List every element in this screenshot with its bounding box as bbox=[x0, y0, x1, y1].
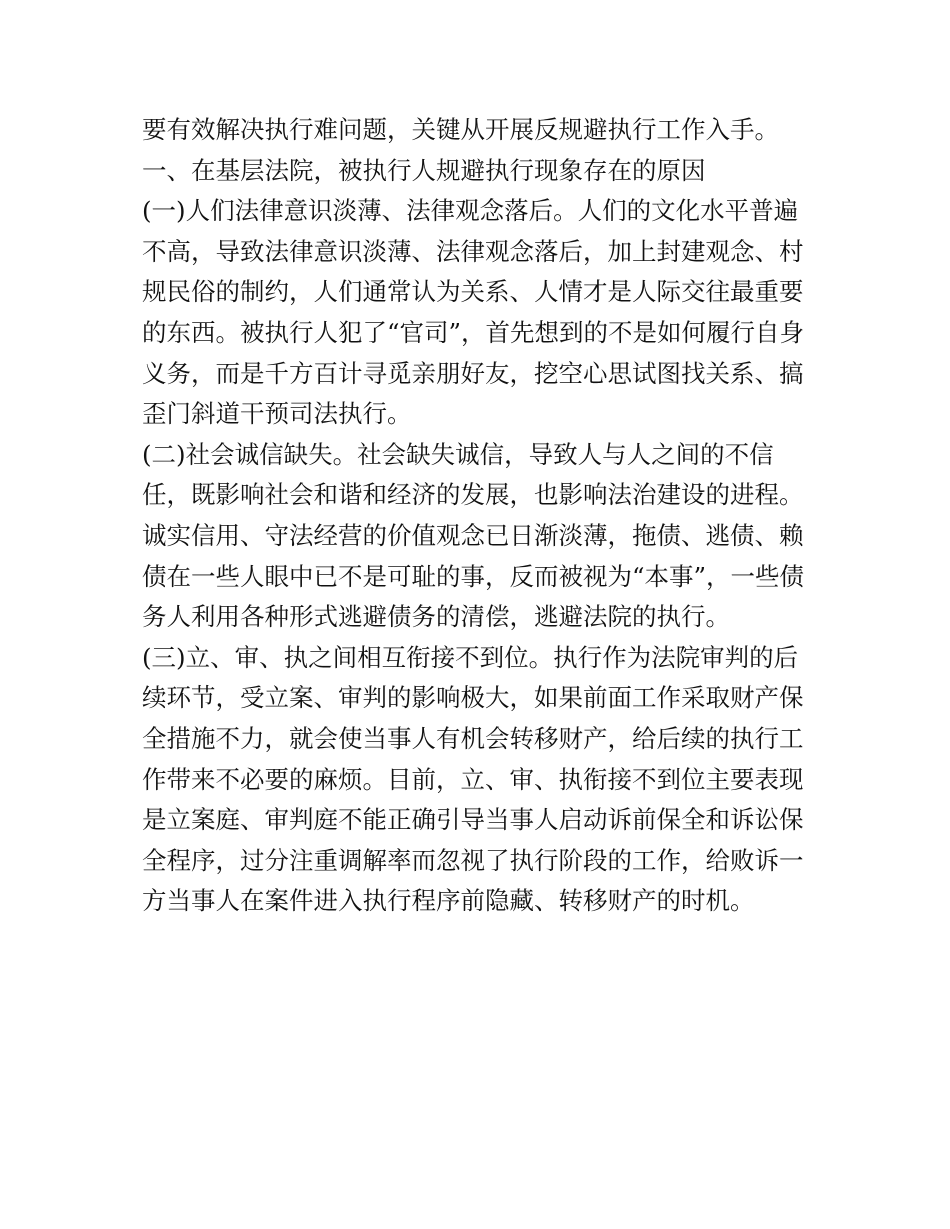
text-line: 歪门斜道干预司法执行。 bbox=[142, 399, 412, 429]
text-line: 作带来不必要的麻烦。目前，立、审、执衔接不到位主要表现 bbox=[142, 764, 804, 794]
text-line: (一)人们法律意识淡薄、法律观念落后。人们的文化水平普遍 bbox=[142, 196, 799, 226]
section-heading: 一、在基层法院，被执行人规避执行现象存在的原因 bbox=[142, 155, 706, 185]
text-line: 要有效解决执行难问题，关键从开展反规避执行工作入手。 bbox=[142, 115, 779, 144]
text-line: 债在一些人眼中已不是可耻的事，反而被视为“本事”，一些债 bbox=[142, 561, 805, 591]
text-line: 诚实信用、守法经营的价值观念已日渐淡薄，拖债、逃债、赖 bbox=[142, 520, 804, 550]
text-line: 任，既影响社会和谐和经济的发展，也影响法治建设的进程。 bbox=[142, 480, 804, 510]
text-line: 是立案庭、审判庭不能正确引导当事人启动诉前保全和诉讼保 bbox=[142, 805, 804, 835]
text-line: 续环节，受立案、审判的影响极大，如果前面工作采取财产保 bbox=[142, 683, 804, 713]
text-line: 的东西。被执行人犯了“官司”，首先想到的不是如何履行自身 bbox=[142, 317, 805, 347]
text-line: 全措施不力，就会使当事人有机会转移财产，给后续的执行工 bbox=[142, 723, 804, 753]
text-line: 全程序，过分注重调解率而忽视了执行阶段的工作，给败诉一 bbox=[142, 845, 804, 875]
text-line: 不高，导致法律意识淡薄、法律观念落后，加上封建观念、村 bbox=[142, 236, 804, 266]
text-line: (二)社会诚信缺失。社会缺失诚信，导致人与人之间的不信 bbox=[142, 439, 774, 469]
text-line: 规民俗的制约，人们通常认为关系、人情才是人际交往最重要 bbox=[142, 277, 804, 307]
text-line: (三)立、审、执之间相互衔接不到位。执行作为法院审判的后 bbox=[142, 642, 799, 672]
text-line: 方当事人在案件进入执行程序前隐藏、转移财产的时机。 bbox=[142, 886, 755, 916]
text-line: 义务，而是千方百计寻觅亲朋好友，挖空心思试图找关系、搞 bbox=[142, 358, 804, 388]
document-body bbox=[142, 110, 822, 922]
text-line: 务人利用各种形式逃避债务的清偿，逃避法院的执行。 bbox=[142, 602, 730, 632]
